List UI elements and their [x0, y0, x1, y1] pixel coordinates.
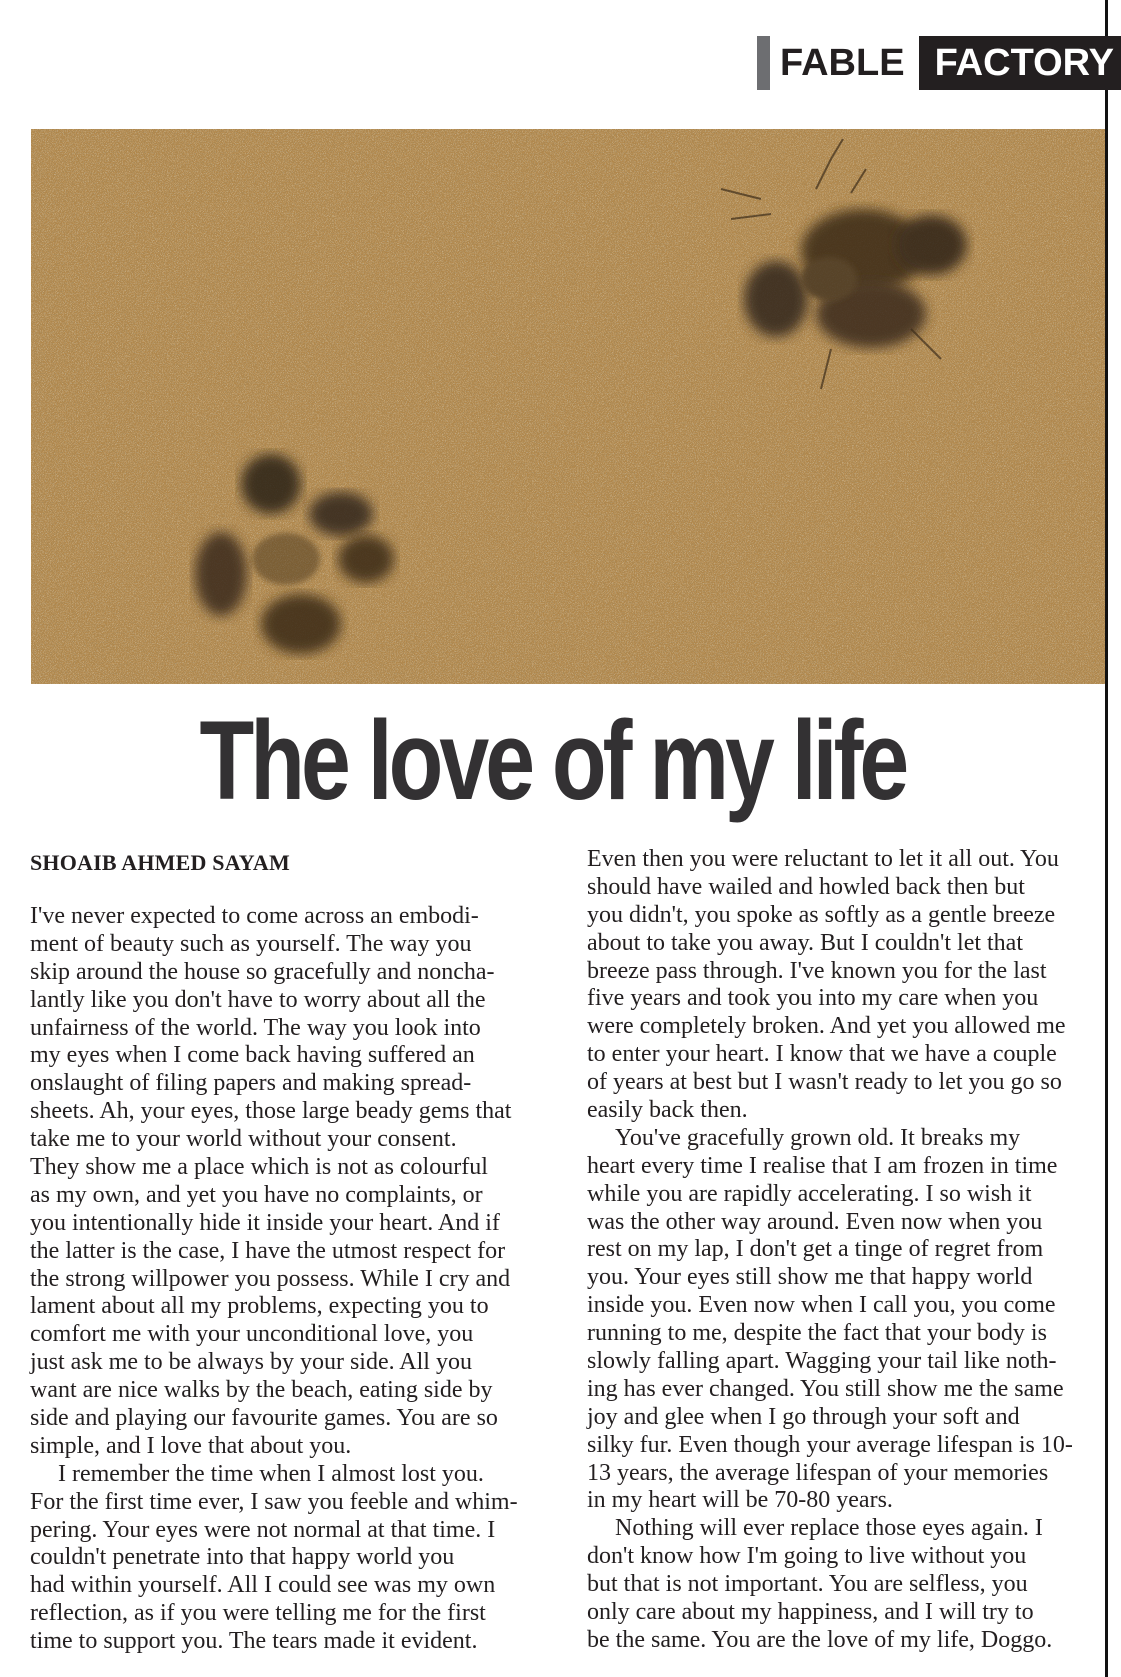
text-line: ment of beauty such as yourself. The way you	[30, 930, 472, 957]
text-line: as my own, and yet you have no complaints, or	[30, 1181, 483, 1208]
text-line: to enter your heart. I know that we have a couple	[587, 1041, 1057, 1068]
text-line: pering. Your eyes were not normal at that time. I	[30, 1516, 496, 1543]
text-line: you. Your eyes still show me that happy world	[587, 1264, 1033, 1291]
text-line: rest on my lap, I don't get a tinge of regret from	[587, 1236, 1044, 1263]
text-line: my eyes when I come back having suffered an	[30, 1042, 475, 1069]
text-line: Nothing will ever replace those eyes again. I	[615, 1515, 1043, 1542]
article-column-right	[587, 846, 1121, 1655]
text-line: heart every time I realise that I am frozen in time	[587, 1152, 1058, 1179]
text-line: lament about all my problems, expecting you to	[30, 1293, 489, 1320]
text-line: You've gracefully grown old. It breaks my	[615, 1124, 1021, 1151]
text-line: had within yourself. All I could see was my own	[30, 1572, 496, 1599]
text-line: while you are rapidly accelerating. I so wish it	[587, 1180, 1032, 1207]
text-line: skip around the house so gracefully and noncha-	[30, 958, 495, 985]
text-line: want are nice walks by the beach, eating side by	[30, 1377, 493, 1404]
text-line: of years at best but I wasn't ready to let you go so	[587, 1069, 1062, 1096]
text-line: onslaught of filing papers and making spread-	[30, 1070, 472, 1097]
text-line: reflection, as if you were telling me for the first	[30, 1600, 486, 1627]
text-line: be the same. You are the love of my life, Doggo.	[587, 1626, 1053, 1653]
text-line: easily back then.	[587, 1097, 748, 1124]
text-line: joy and glee when I go through your soft and	[587, 1403, 1020, 1430]
text-line: take me to your world without your consent.	[30, 1126, 457, 1153]
text-line: sheets. Ah, your eyes, those large beady gems that	[30, 1098, 512, 1125]
text-line: was the other way around. Even now when you	[587, 1208, 1043, 1235]
text-line: inside you. Even now when I call you, you come	[587, 1292, 1056, 1319]
text-line: five years and took you into my care when you	[587, 985, 1039, 1012]
text-line: silky fur. Even though your average lifespan is 10-	[587, 1431, 1073, 1458]
article-headline: The love of my life	[199, 698, 906, 823]
section-label-factory: FACTORY	[919, 36, 1121, 90]
text-line: don't know how I'm going to live without you	[587, 1543, 1027, 1570]
text-line: in my heart will be 70-80 years.	[587, 1487, 893, 1514]
text-line: just ask me to be always by your side. All you	[30, 1349, 472, 1376]
text-line: simple, and I love that about you.	[30, 1432, 352, 1459]
text-line: I remember the time when I almost lost you.	[58, 1460, 484, 1487]
text-line: lantly like you don't have to worry about all the	[30, 986, 486, 1013]
text-line: unfairness of the world. The way you look into	[30, 1014, 481, 1041]
text-line: should have wailed and howled back then but	[587, 873, 1025, 900]
text-line: couldn't penetrate into that happy world you	[30, 1544, 455, 1571]
text-line: ing has ever changed. You still show me the same	[587, 1375, 1064, 1402]
text-line: you intentionally hide it inside your heart. And if	[30, 1209, 500, 1236]
text-line: only care about my happiness, and I will try to	[587, 1599, 1034, 1626]
text-line: They show me a place which is not as colourful	[30, 1154, 488, 1181]
article-column-left	[30, 903, 565, 1656]
text-line: comfort me with your unconditional love, you	[30, 1321, 474, 1348]
text-line: but that is not important. You are selfless, you	[587, 1571, 1028, 1598]
text-line: the strong willpower you possess. While I cry and	[30, 1265, 511, 1292]
text-line: running to me, despite the fact that your body is	[587, 1320, 1047, 1347]
author-byline: SHOAIB AHMED SAYAM	[30, 850, 290, 875]
text-line: about to take you away. But I couldn't let that	[587, 929, 1023, 956]
text-line: you didn't, you spoke as softly as a gentle breeze	[587, 901, 1056, 928]
paw-prints-in-sand-image	[31, 129, 1105, 684]
text-line: time to support you. The tears made it evident.	[30, 1628, 478, 1655]
section-marker-bar	[757, 36, 770, 90]
text-line: slowly falling apart. Wagging your tail like noth-	[587, 1348, 1057, 1375]
text-line: were completely broken. And yet you allowed me	[587, 1013, 1066, 1040]
text-line: the latter is the case, I have the utmost respect for	[30, 1237, 506, 1264]
text-line: breeze pass through. I've known you for the last	[587, 957, 1047, 984]
text-line: Even then you were reluctant to let it all out. You	[587, 846, 1059, 872]
text-line: I've never expected to come across an embodi-	[30, 903, 479, 929]
text-line: side and playing our favourite games. You are so	[30, 1405, 498, 1432]
text-line: For the first time ever, I saw you feeble and whim-	[30, 1488, 518, 1515]
section-header	[757, 36, 1121, 90]
section-label-fable: FABLE	[780, 42, 905, 84]
paw-prints-photo	[31, 129, 1105, 684]
text-line: 13 years, the average lifespan of your memories	[587, 1459, 1049, 1486]
